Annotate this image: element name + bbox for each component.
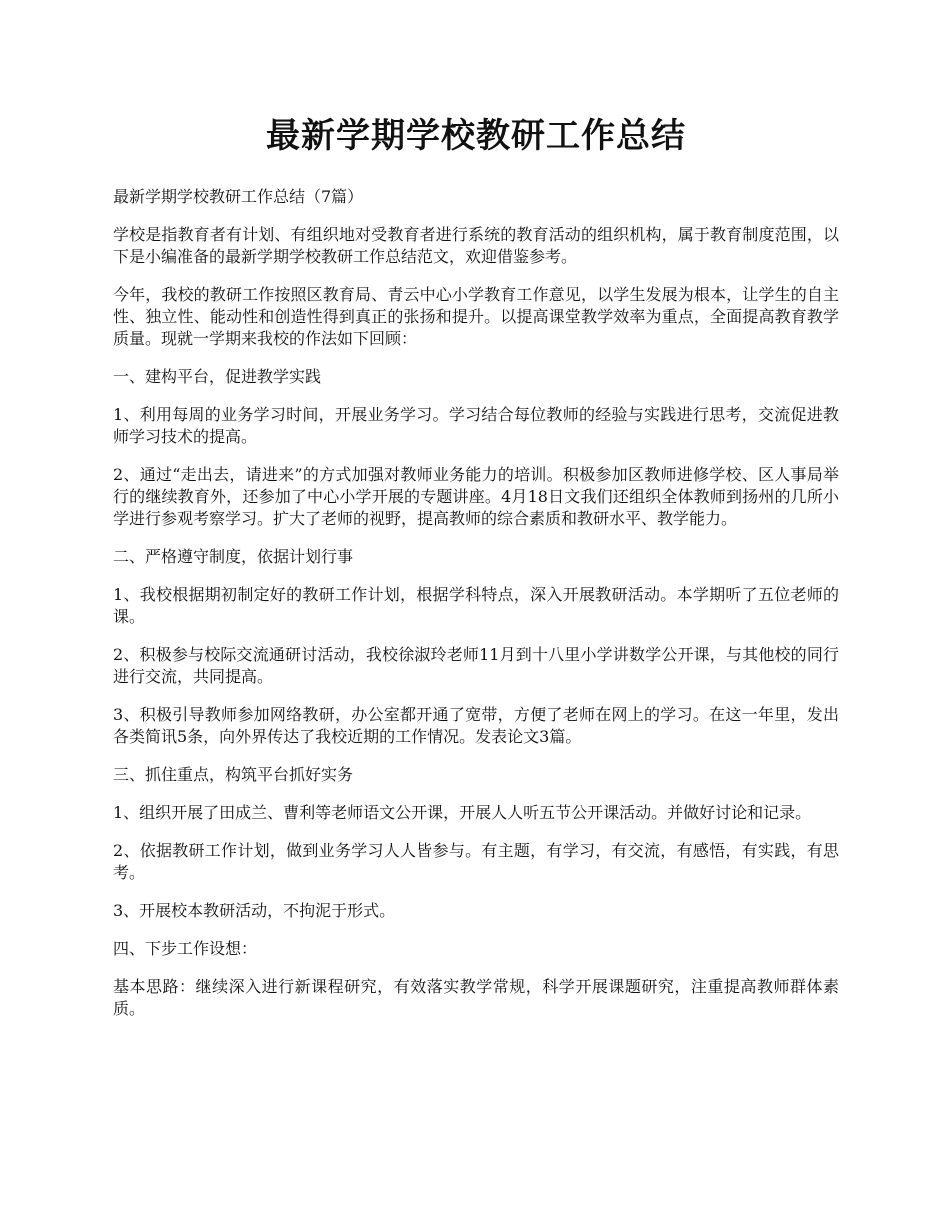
section-3-item-2: 2、依据教研工作计划，做到业务学习人人皆参与。有主题，有学习，有交流，有感悟，有实践，有思考。: [113, 841, 839, 882]
section-3-item-3: 3、开展校本教研活动，不拘泥于形式。: [113, 901, 396, 920]
intro-paragraph: 学校是指教育者有计划、有组织地对受教育者进行系统的教育活动的组织机构，属于教育制度范围，以下是小编准备的最新学期学校教研工作总结范文，欢迎借鉴参考。: [113, 225, 839, 266]
section-2-item-2: 2、积极参与校际交流通研讨活动，我校徐淑玲老师11月到十八里小学讲数学公开课，与其他校的同行进行交流，共同提高。: [113, 645, 839, 686]
section-heading-2: 二、严格遵守制度，依据计划行事: [113, 547, 354, 566]
section-heading-4: 四、下步工作设想：: [113, 939, 258, 958]
overview-paragraph: 今年，我校的教研工作按照区教育局、青云中心小学教育工作意见，以学生发展为根本，让学生的自主性、独立性、能动性和创造性得到真正的张扬和提升。以提高课堂教学效率为重点，全面提高教育教学质量。现就一学期来我校的作法如下回顾：: [113, 285, 839, 348]
page-title: 最新学期学校教研工作总结: [266, 116, 686, 156]
section-2-item-1: 1、我校根据期初制定好的教研工作计划，根据学科特点，深入开展教研活动。本学期听了五位老师的课。: [113, 585, 839, 626]
section-4-paragraph: 基本思路：继续深入进行新课程研究，有效落实教学常规，科学开展课题研究，注重提高教师群体素质。: [113, 977, 839, 1018]
subtitle-paragraph: 最新学期学校教研工作总结（7篇）: [113, 187, 364, 206]
section-1-item-1: 1、利用每周的业务学习时间，开展业务学习。学习结合每位教师的经验与实践进行思考，交流促进教师学习技术的提高。: [113, 405, 839, 446]
section-heading-3: 三、抓住重点，构筑平台抓好实务: [113, 765, 354, 784]
document-page: [113, 112, 839, 1036]
section-3-item-1: 1、组织开展了田成兰、曹利等老师语文公开课，开展人人听五节公开课活动。并做好讨论和记录。: [113, 803, 812, 822]
section-2-item-3: 3、积极引导教师参加网络教研，办公室都开通了宽带，方便了老师在网上的学习。在这一年里，发出各类简讯5条，向外界传达了我校近期的工作情况。发表论文3篇。: [113, 705, 839, 746]
section-1-item-2: 2、通过“走出去，请进来”的方式加强对教师业务能力的培训。积极参加区教师进修学校、区人事局举行的继续教育外，还参加了中心小学开展的专题讲座。4月18日文我们还组织全体教师到扬州的几所小学进行参观考察学习。扩大了老师的视野，提高教师的综合素质和教研水平、教学能力。: [113, 465, 839, 528]
section-heading-1: 一、建构平台，促进教学实践: [113, 367, 322, 386]
